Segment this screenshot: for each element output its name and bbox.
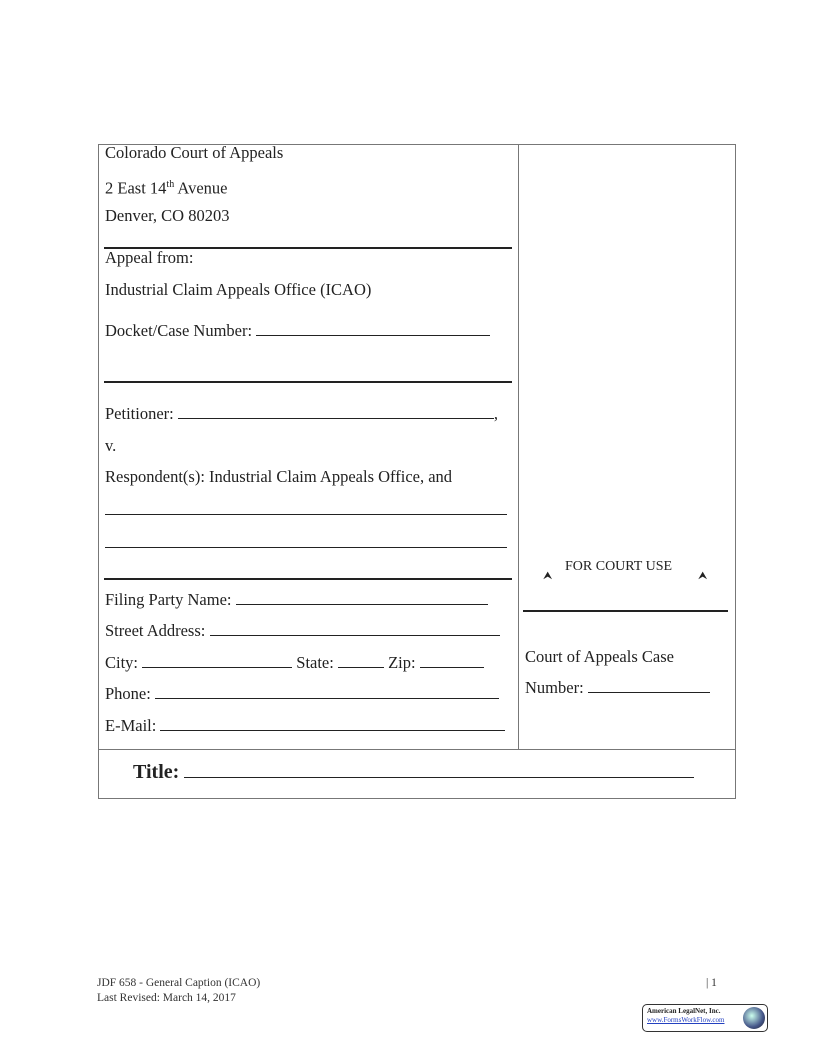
section-divider <box>104 381 512 383</box>
for-court-use-label: FOR COURT USE <box>565 559 673 574</box>
court-city: Denver, CO 80203 <box>105 206 230 225</box>
appeal-from: Industrial Claim Appeals Office (ICAO) <box>105 280 372 299</box>
versus: v. <box>105 436 117 455</box>
case-label: Court of Appeals Case <box>525 647 674 666</box>
title-field[interactable]: Title: <box>133 760 694 782</box>
legalnet-logo: American LegalNet, Inc. www.FormsWorkFlow.com <box>642 1004 768 1032</box>
section-divider <box>104 578 512 580</box>
arrow-icon: ⮝ <box>698 570 708 582</box>
court-use-divider <box>523 610 728 612</box>
petitioner-field[interactable]: Petitioner: , <box>105 404 498 423</box>
respondent: Respondent(s): Industrial Claim Appeals Office, and <box>105 467 453 486</box>
court-street: 2 East 14th Avenue <box>105 178 228 198</box>
page-number: | 1 <box>706 977 717 989</box>
docket-field[interactable]: Docket/Case Number: <box>105 321 490 341</box>
title-divider <box>98 749 735 750</box>
arrow-icon: ⮝ <box>543 570 553 582</box>
court-name: Colorado Court of Appeals <box>105 143 284 162</box>
street-address-field[interactable]: Street Address: <box>105 621 500 641</box>
revised-date: Last Revised: March 14, 2017 <box>97 992 236 1004</box>
column-divider <box>518 144 519 749</box>
respondent-line-1[interactable] <box>105 500 507 520</box>
phone-field[interactable]: Phone: <box>105 684 499 704</box>
form-number: JDF 658 - General Caption (ICAO) <box>97 977 261 989</box>
city-state-zip-field[interactable]: City: State: Zip: <box>105 653 484 673</box>
appeal-label: Appeal from: <box>105 248 194 267</box>
globe-icon <box>743 1007 765 1029</box>
filing-name-field[interactable]: Filing Party Name: <box>105 590 488 610</box>
case-number-field[interactable]: Number: <box>525 678 710 698</box>
respondent-line-2[interactable] <box>105 533 507 553</box>
email-field[interactable]: E-Mail: <box>105 716 505 736</box>
